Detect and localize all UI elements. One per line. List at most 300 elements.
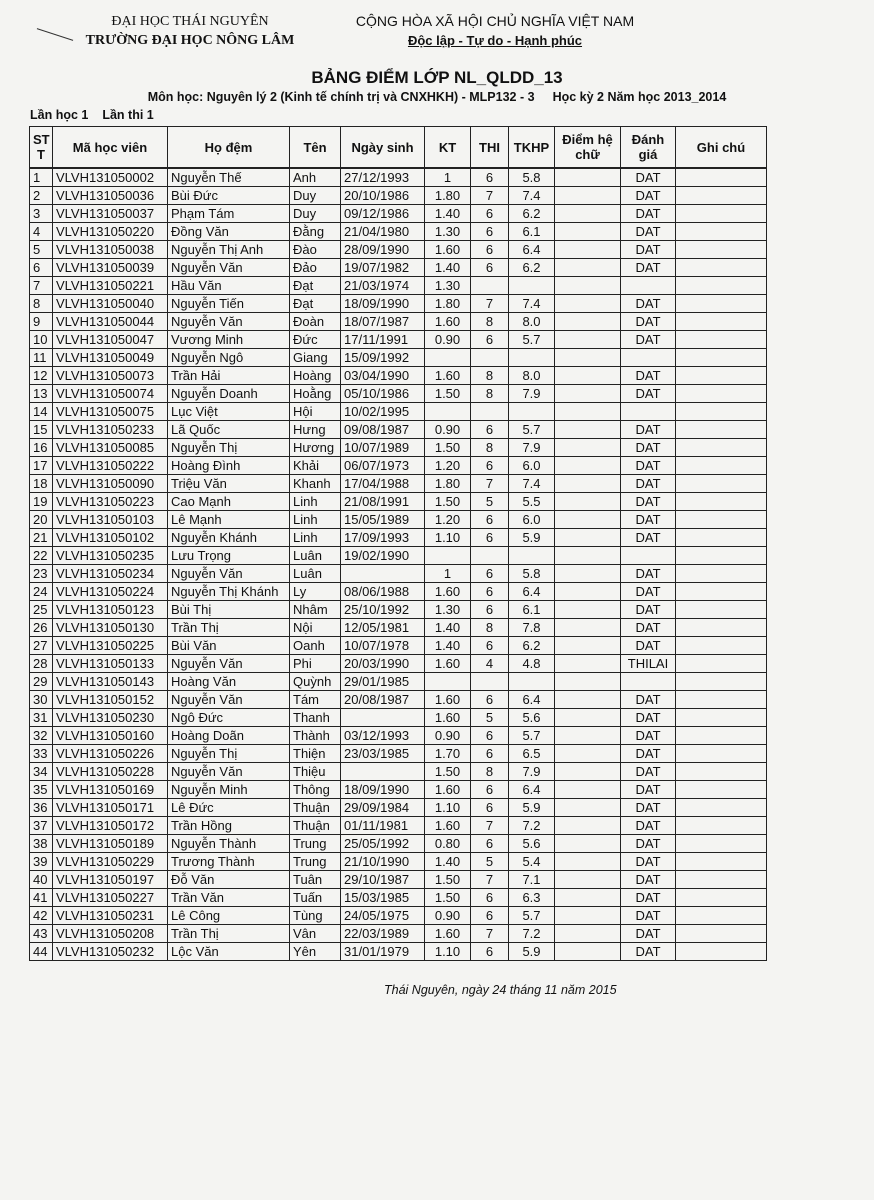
row-birth-date: 06/07/1973 [341, 457, 425, 475]
row-kt: 1.60 [425, 583, 471, 601]
row-student-id: VLVH131050228 [53, 763, 168, 781]
row-birth-date: 15/03/1985 [341, 889, 425, 907]
row-first-name: Nhâm [290, 601, 341, 619]
row-middle-name: Nguyễn Thị Khánh [168, 583, 290, 601]
row-evaluation: DAT [621, 799, 676, 817]
row-first-name: Khanh [290, 475, 341, 493]
row-student-id: VLVH131050039 [53, 259, 168, 277]
row-letter-grade [555, 277, 621, 295]
row-thi: 5 [471, 709, 509, 727]
row-kt: 1.20 [425, 457, 471, 475]
row-student-id: VLVH131050040 [53, 295, 168, 313]
row-student-id: VLVH131050227 [53, 889, 168, 907]
row-kt: 1.40 [425, 853, 471, 871]
table-row [30, 835, 767, 853]
round-line [30, 108, 154, 122]
row-birth-date: 09/12/1986 [341, 205, 425, 223]
row-kt: 1.80 [425, 475, 471, 493]
row-letter-grade [555, 727, 621, 745]
row-thi: 8 [471, 439, 509, 457]
row-first-name: Ly [290, 583, 341, 601]
row-tkhp: 6.0 [509, 457, 555, 475]
row-letter-grade [555, 385, 621, 403]
row-first-name: Đoàn [290, 313, 341, 331]
row-kt: 1.50 [425, 763, 471, 781]
row-middle-name: Phạm Tám [168, 205, 290, 223]
row-student-id: VLVH131050197 [53, 871, 168, 889]
row-thi: 5 [471, 853, 509, 871]
row-tkhp: 5.5 [509, 493, 555, 511]
row-student-id: VLVH131050224 [53, 583, 168, 601]
row-birth-date: 09/08/1987 [341, 421, 425, 439]
row-thi [471, 277, 509, 295]
row-thi: 6 [471, 745, 509, 763]
row-stt: 32 [30, 727, 53, 745]
row-evaluation [621, 277, 676, 295]
row-middle-name: Nguyễn Minh [168, 781, 290, 799]
table-row [30, 817, 767, 835]
table-row [30, 493, 767, 511]
row-first-name: Luân [290, 547, 341, 565]
row-student-id: VLVH131050073 [53, 367, 168, 385]
row-evaluation: DAT [621, 853, 676, 871]
row-tkhp: 6.4 [509, 781, 555, 799]
row-student-id: VLVH131050232 [53, 943, 168, 961]
col-tkhp: TKHP [509, 127, 555, 169]
row-notes [676, 673, 767, 691]
row-middle-name: Lộc Văn [168, 943, 290, 961]
row-letter-grade [555, 763, 621, 781]
row-birth-date: 15/05/1989 [341, 511, 425, 529]
row-letter-grade [555, 673, 621, 691]
col-first-name: Tên [290, 127, 341, 169]
row-stt: 34 [30, 763, 53, 781]
row-thi: 7 [471, 871, 509, 889]
row-kt: 1.60 [425, 925, 471, 943]
row-letter-grade [555, 511, 621, 529]
row-thi: 6 [471, 799, 509, 817]
row-kt: 1.50 [425, 385, 471, 403]
row-kt: 1.50 [425, 439, 471, 457]
row-tkhp: 7.9 [509, 385, 555, 403]
row-evaluation: DAT [621, 619, 676, 637]
row-kt: 1.50 [425, 889, 471, 907]
row-notes [676, 331, 767, 349]
row-student-id: VLVH131050225 [53, 637, 168, 655]
row-kt: 1.60 [425, 781, 471, 799]
row-letter-grade [555, 331, 621, 349]
row-birth-date: 28/09/1990 [341, 241, 425, 259]
row-student-id: VLVH131050102 [53, 529, 168, 547]
row-letter-grade [555, 421, 621, 439]
row-evaluation: DAT [621, 367, 676, 385]
row-student-id: VLVH131050160 [53, 727, 168, 745]
row-evaluation: DAT [621, 295, 676, 313]
row-middle-name: Nguyễn Văn [168, 691, 290, 709]
table-row [30, 475, 767, 493]
row-kt: 0.90 [425, 331, 471, 349]
row-letter-grade [555, 619, 621, 637]
row-middle-name: Lục Việt [168, 403, 290, 421]
row-first-name: Hoằng [290, 385, 341, 403]
table-row [30, 673, 767, 691]
row-evaluation: DAT [621, 601, 676, 619]
row-stt: 25 [30, 601, 53, 619]
col-notes: Ghi chú [676, 127, 767, 169]
row-birth-date: 24/05/1975 [341, 907, 425, 925]
row-letter-grade [555, 547, 621, 565]
row-evaluation: DAT [621, 763, 676, 781]
row-stt: 3 [30, 205, 53, 223]
table-row [30, 421, 767, 439]
row-stt: 12 [30, 367, 53, 385]
row-letter-grade [555, 871, 621, 889]
row-stt: 29 [30, 673, 53, 691]
table-row [30, 781, 767, 799]
university-name: ĐẠI HỌC THÁI NGUYÊN [111, 14, 269, 29]
row-birth-date: 01/11/1981 [341, 817, 425, 835]
row-thi [471, 547, 509, 565]
row-middle-name: Lê Đức [168, 799, 290, 817]
row-notes [676, 295, 767, 313]
row-tkhp: 6.3 [509, 889, 555, 907]
row-middle-name: Nguyễn Văn [168, 259, 290, 277]
row-letter-grade [555, 295, 621, 313]
row-notes [676, 619, 767, 637]
row-notes [676, 403, 767, 421]
row-tkhp: 6.5 [509, 745, 555, 763]
row-student-id: VLVH131050075 [53, 403, 168, 421]
row-evaluation: DAT [621, 457, 676, 475]
row-birth-date: 22/03/1989 [341, 925, 425, 943]
row-letter-grade [555, 655, 621, 673]
row-birth-date: 29/09/1984 [341, 799, 425, 817]
row-notes [676, 205, 767, 223]
row-stt: 24 [30, 583, 53, 601]
table-row [30, 601, 767, 619]
row-kt: 1 [425, 168, 471, 187]
row-evaluation: DAT [621, 709, 676, 727]
subject-line [0, 90, 874, 104]
row-middle-name: Nguyễn Văn [168, 313, 290, 331]
row-stt: 1 [30, 168, 53, 187]
row-letter-grade [555, 565, 621, 583]
row-first-name: Thiệu [290, 763, 341, 781]
row-notes [676, 277, 767, 295]
row-letter-grade [555, 601, 621, 619]
row-birth-date [341, 709, 425, 727]
row-notes [676, 853, 767, 871]
col-student-id: Mã học viên [53, 127, 168, 169]
row-stt: 13 [30, 385, 53, 403]
row-notes [676, 763, 767, 781]
row-first-name: Yên [290, 943, 341, 961]
row-student-id: VLVH131050143 [53, 673, 168, 691]
row-letter-grade [555, 781, 621, 799]
row-letter-grade [555, 493, 621, 511]
table-row [30, 205, 767, 223]
row-stt: 14 [30, 403, 53, 421]
row-kt [425, 403, 471, 421]
row-student-id: VLVH131050090 [53, 475, 168, 493]
grades-table-body [30, 168, 767, 961]
row-kt: 1.30 [425, 277, 471, 295]
row-kt: 1.80 [425, 295, 471, 313]
row-birth-date: 19/02/1990 [341, 547, 425, 565]
row-first-name: Tám [290, 691, 341, 709]
row-notes [676, 637, 767, 655]
row-evaluation: DAT [621, 637, 676, 655]
row-letter-grade [555, 168, 621, 187]
row-kt: 1.70 [425, 745, 471, 763]
row-middle-name: Nguyễn Thị [168, 745, 290, 763]
row-notes [676, 259, 767, 277]
row-evaluation: DAT [621, 259, 676, 277]
table-row [30, 925, 767, 943]
row-birth-date: 19/07/1982 [341, 259, 425, 277]
row-evaluation: DAT [621, 475, 676, 493]
row-evaluation: DAT [621, 745, 676, 763]
row-thi: 6 [471, 943, 509, 961]
row-birth-date: 03/04/1990 [341, 367, 425, 385]
row-birth-date: 12/05/1981 [341, 619, 425, 637]
row-stt: 35 [30, 781, 53, 799]
row-notes [676, 817, 767, 835]
row-birth-date: 20/10/1986 [341, 187, 425, 205]
row-stt: 10 [30, 331, 53, 349]
row-thi: 6 [471, 241, 509, 259]
row-tkhp: 5.8 [509, 565, 555, 583]
table-row [30, 853, 767, 871]
row-stt: 15 [30, 421, 53, 439]
table-row [30, 457, 767, 475]
row-notes [676, 511, 767, 529]
row-tkhp: 6.2 [509, 259, 555, 277]
row-first-name: Đạt [290, 295, 341, 313]
row-letter-grade [555, 907, 621, 925]
row-thi: 6 [471, 457, 509, 475]
row-middle-name: Hoàng Văn [168, 673, 290, 691]
row-evaluation: DAT [621, 727, 676, 745]
row-stt: 37 [30, 817, 53, 835]
row-first-name: Thuận [290, 799, 341, 817]
row-notes [676, 367, 767, 385]
row-tkhp [509, 349, 555, 367]
row-thi: 6 [471, 781, 509, 799]
row-thi: 6 [471, 168, 509, 187]
row-middle-name: Nguyễn Văn [168, 763, 290, 781]
row-stt: 21 [30, 529, 53, 547]
row-tkhp: 7.2 [509, 817, 555, 835]
col-middle-name: Họ đệm [168, 127, 290, 169]
row-evaluation: DAT [621, 313, 676, 331]
row-kt: 1.30 [425, 223, 471, 241]
row-kt: 1.50 [425, 871, 471, 889]
row-notes [676, 691, 767, 709]
row-birth-date: 15/09/1992 [341, 349, 425, 367]
row-evaluation [621, 349, 676, 367]
row-first-name: Linh [290, 529, 341, 547]
row-middle-name: Lã Quốc [168, 421, 290, 439]
row-kt: 0.90 [425, 421, 471, 439]
table-row [30, 187, 767, 205]
row-student-id: VLVH131050223 [53, 493, 168, 511]
row-birth-date: 18/09/1990 [341, 295, 425, 313]
table-row [30, 439, 767, 457]
row-tkhp: 5.7 [509, 907, 555, 925]
row-notes [676, 385, 767, 403]
row-stt: 36 [30, 799, 53, 817]
row-stt: 27 [30, 637, 53, 655]
row-thi: 8 [471, 367, 509, 385]
row-notes [676, 889, 767, 907]
row-thi: 7 [471, 925, 509, 943]
row-kt: 1.50 [425, 493, 471, 511]
row-thi [471, 403, 509, 421]
table-row [30, 168, 767, 187]
row-evaluation [621, 673, 676, 691]
subject-name: Môn học: Nguyên lý 2 (Kinh tế chính trị và CNXHKH) - MLP132 - 3 [147, 90, 535, 104]
row-middle-name: Lê Công [168, 907, 290, 925]
row-evaluation: DAT [621, 781, 676, 799]
table-row [30, 745, 767, 763]
row-first-name: Đảo [290, 259, 341, 277]
row-letter-grade [555, 943, 621, 961]
table-row [30, 691, 767, 709]
row-first-name: Oanh [290, 637, 341, 655]
row-middle-name: Nguyễn Thị [168, 439, 290, 457]
row-stt: 28 [30, 655, 53, 673]
row-evaluation: DAT [621, 907, 676, 925]
row-evaluation: DAT [621, 565, 676, 583]
row-letter-grade [555, 637, 621, 655]
row-student-id: VLVH131050085 [53, 439, 168, 457]
row-thi: 6 [471, 601, 509, 619]
row-first-name: Thiện [290, 745, 341, 763]
row-student-id: VLVH131050222 [53, 457, 168, 475]
row-birth-date: 29/10/1987 [341, 871, 425, 889]
row-tkhp: 5.7 [509, 727, 555, 745]
row-tkhp: 6.0 [509, 511, 555, 529]
row-middle-name: Nguyễn Văn [168, 655, 290, 673]
row-notes [676, 745, 767, 763]
row-student-id: VLVH131050172 [53, 817, 168, 835]
row-tkhp [509, 403, 555, 421]
row-first-name: Tuấn [290, 889, 341, 907]
table-row [30, 763, 767, 781]
row-evaluation: DAT [621, 871, 676, 889]
row-first-name: Tùng [290, 907, 341, 925]
row-stt: 11 [30, 349, 53, 367]
row-tkhp: 4.8 [509, 655, 555, 673]
row-evaluation: DAT [621, 583, 676, 601]
row-letter-grade [555, 799, 621, 817]
row-tkhp [509, 673, 555, 691]
row-kt: 1.60 [425, 241, 471, 259]
table-row [30, 871, 767, 889]
row-kt [425, 547, 471, 565]
national-motto: Độc lập - Tự do - Hạnh phúc [407, 33, 583, 48]
row-first-name: Quỳnh [290, 673, 341, 691]
row-birth-date: 03/12/1993 [341, 727, 425, 745]
table-row [30, 565, 767, 583]
row-student-id: VLVH131050037 [53, 205, 168, 223]
row-middle-name: Đồng Văn [168, 223, 290, 241]
row-tkhp: 5.9 [509, 529, 555, 547]
row-first-name: Thanh [290, 709, 341, 727]
semester: Học kỳ 2 Năm học 2013_2014 [552, 90, 727, 104]
row-kt: 0.90 [425, 727, 471, 745]
row-student-id: VLVH131050235 [53, 547, 168, 565]
row-stt: 19 [30, 493, 53, 511]
row-middle-name: Nguyễn Khánh [168, 529, 290, 547]
col-letter-grade: Điểm hệ chữ [555, 127, 621, 169]
row-tkhp: 6.1 [509, 601, 555, 619]
row-birth-date: 21/10/1990 [341, 853, 425, 871]
row-kt: 1.60 [425, 313, 471, 331]
row-thi: 6 [471, 331, 509, 349]
row-student-id: VLVH131050171 [53, 799, 168, 817]
row-tkhp: 5.9 [509, 799, 555, 817]
row-birth-date: 27/12/1993 [341, 168, 425, 187]
row-first-name: Tuân [290, 871, 341, 889]
row-middle-name: Hoàng Doãn [168, 727, 290, 745]
row-evaluation: DAT [621, 817, 676, 835]
row-tkhp: 8.0 [509, 313, 555, 331]
header-row [30, 127, 767, 169]
row-middle-name: Trần Thị [168, 619, 290, 637]
col-kt: KT [425, 127, 471, 169]
row-stt: 44 [30, 943, 53, 961]
row-stt: 18 [30, 475, 53, 493]
row-thi: 6 [471, 565, 509, 583]
row-thi: 6 [471, 205, 509, 223]
row-birth-date: 20/08/1987 [341, 691, 425, 709]
row-first-name: Duy [290, 205, 341, 223]
row-thi: 7 [471, 295, 509, 313]
row-stt: 17 [30, 457, 53, 475]
row-thi: 6 [471, 637, 509, 655]
row-student-id: VLVH131050103 [53, 511, 168, 529]
row-notes [676, 493, 767, 511]
row-thi: 6 [471, 421, 509, 439]
col-thi: THI [471, 127, 509, 169]
table-row [30, 943, 767, 961]
row-evaluation: DAT [621, 241, 676, 259]
row-kt: 1.30 [425, 601, 471, 619]
row-student-id: VLVH131050038 [53, 241, 168, 259]
row-notes [676, 835, 767, 853]
row-student-id: VLVH131050036 [53, 187, 168, 205]
row-notes [676, 943, 767, 961]
row-stt: 39 [30, 853, 53, 871]
row-student-id: VLVH131050123 [53, 601, 168, 619]
row-evaluation: DAT [621, 223, 676, 241]
row-thi: 6 [471, 835, 509, 853]
row-letter-grade [555, 583, 621, 601]
row-thi: 8 [471, 619, 509, 637]
row-stt: 22 [30, 547, 53, 565]
row-tkhp: 6.2 [509, 637, 555, 655]
row-birth-date: 18/09/1990 [341, 781, 425, 799]
row-birth-date: 25/05/1992 [341, 835, 425, 853]
row-thi: 5 [471, 493, 509, 511]
row-tkhp: 7.9 [509, 439, 555, 457]
row-evaluation: DAT [621, 835, 676, 853]
row-student-id: VLVH131050226 [53, 745, 168, 763]
header-right [330, 12, 660, 50]
row-evaluation: DAT [621, 187, 676, 205]
